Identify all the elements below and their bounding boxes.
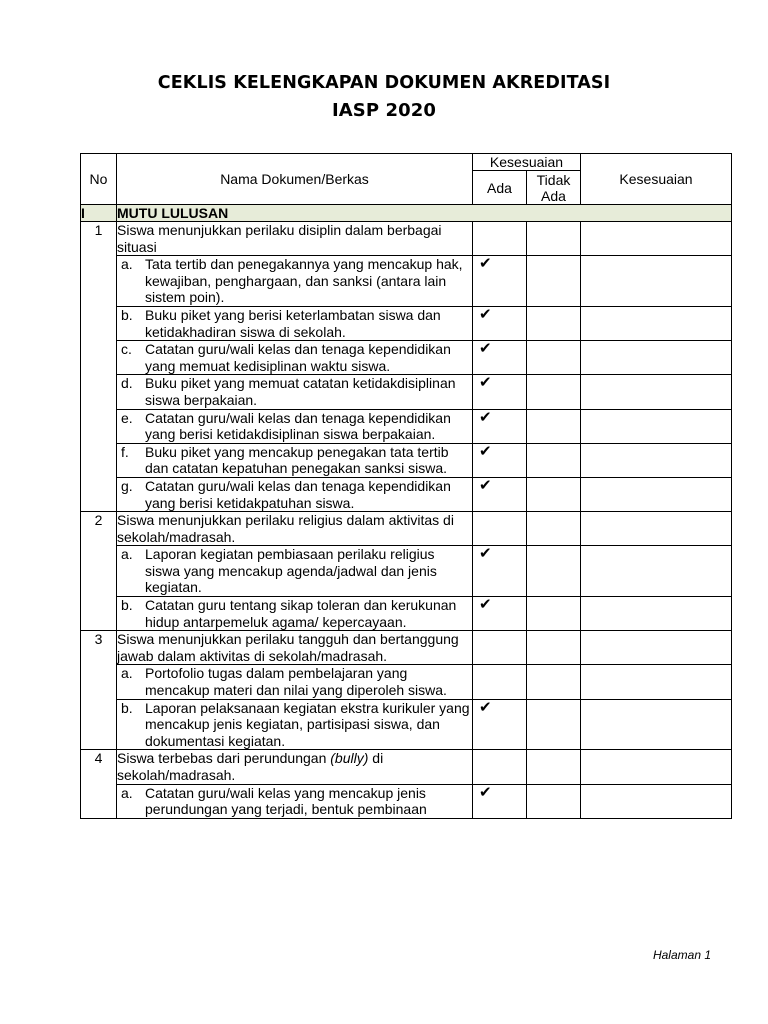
kesesuaian-cell[interactable] xyxy=(581,375,732,409)
sub-item-letter: c. xyxy=(121,341,132,358)
ada-cell[interactable] xyxy=(473,597,527,631)
header-no: No xyxy=(81,154,117,205)
checkmark-icon: ✔ xyxy=(479,442,492,460)
sub-item-wrap xyxy=(117,341,472,374)
sub-item-text: Catatan guru/wali kelas dan tenaga kependidikan yang berisi ketidakdisiplinan siswa berpakaian. xyxy=(145,409,451,443)
sub-item-row xyxy=(81,256,732,307)
kesesuaian-cell[interactable] xyxy=(581,306,732,340)
section-number: I xyxy=(81,205,117,222)
header-nama-dokumen: Nama Dokumen/Berkas xyxy=(117,154,473,205)
ada-cell[interactable] xyxy=(473,546,527,597)
tidak-ada-cell[interactable] xyxy=(527,375,581,409)
sub-item-letter: b. xyxy=(121,699,133,716)
ada-cell[interactable] xyxy=(473,409,527,443)
ada-cell[interactable] xyxy=(473,341,527,375)
tidak-ada-cell[interactable] xyxy=(527,665,581,699)
kesesuaian-cell[interactable] xyxy=(581,784,732,818)
sub-item-letter: b. xyxy=(121,597,133,614)
sub-item-description xyxy=(117,477,473,511)
kesesuaian-cell[interactable] xyxy=(581,409,732,443)
tidak-ada-cell[interactable] xyxy=(527,443,581,477)
sub-item-text: Laporan kegiatan pembiasaan perilaku religius siswa yang mencakup agenda/jadwal dan jenis kegiatan. xyxy=(145,546,437,596)
kesesuaian-cell[interactable] xyxy=(581,597,732,631)
item-description: Siswa menunjukkan perilaku disiplin dalam berbagai situasi xyxy=(117,222,473,256)
section-row xyxy=(81,205,732,222)
sub-item-description xyxy=(117,699,473,750)
kesesuaian-cell[interactable] xyxy=(581,546,732,597)
sub-item-text: Tata tertib dan penegakannya yang mencakup hak, kewajiban, penghargaan, dan sanksi (antara lain sistem poin). xyxy=(145,256,463,306)
ada-cell[interactable] xyxy=(473,256,527,307)
sub-item-row xyxy=(81,597,732,631)
sub-item-text: Catatan guru/wali kelas yang mencakup jenis perundungan yang terjadi, bentuk pembinaan xyxy=(145,784,427,818)
sub-item-row xyxy=(81,784,732,818)
checkmark-icon: ✔ xyxy=(479,545,492,563)
sub-item-wrap xyxy=(117,444,472,477)
kesesuaian-cell[interactable] xyxy=(581,222,732,256)
kesesuaian-cell[interactable] xyxy=(581,477,732,511)
item-number: 1 xyxy=(81,222,117,512)
item-text-italic: (bully) xyxy=(330,750,369,767)
sub-item-wrap xyxy=(117,700,472,750)
item-number: 4 xyxy=(81,750,117,818)
item-number: 2 xyxy=(81,512,117,631)
kesesuaian-cell[interactable] xyxy=(581,341,732,375)
tidak-ada-cell[interactable] xyxy=(527,631,581,665)
checklist-table xyxy=(80,153,732,819)
sub-item-row xyxy=(81,665,732,699)
sub-item-letter: e. xyxy=(121,409,133,426)
ada-cell[interactable] xyxy=(473,375,527,409)
kesesuaian-cell[interactable] xyxy=(581,665,732,699)
tidak-ada-cell[interactable] xyxy=(527,256,581,307)
tidak-ada-cell[interactable] xyxy=(527,512,581,546)
item-row xyxy=(81,750,732,784)
header-ada: Ada xyxy=(473,171,527,205)
sub-item-description xyxy=(117,784,473,818)
item-description: Siswa menunjukkan perilaku religius dalam aktivitas di sekolah/madrasah. xyxy=(117,512,473,546)
checkmark-icon: ✔ xyxy=(479,408,492,426)
sub-item-text: Buku piket yang memuat catatan ketidakdisiplinan siswa berpakaian. xyxy=(145,375,456,408)
item-description xyxy=(117,750,473,784)
sub-item-description xyxy=(117,375,473,409)
sub-item-row xyxy=(81,375,732,409)
item-row xyxy=(81,222,732,256)
tidak-ada-cell[interactable] xyxy=(527,784,581,818)
checkmark-icon: ✔ xyxy=(479,305,492,323)
sub-item-row xyxy=(81,477,732,511)
ada-cell[interactable] xyxy=(473,784,527,818)
ada-cell[interactable] xyxy=(473,750,527,784)
ada-cell[interactable] xyxy=(473,699,527,750)
sub-item-text: Buku piket yang berisi keterlambatan siswa dan ketidakhadiran siswa di sekolah. xyxy=(145,306,441,340)
header-kesesuaian-group: Kesesuaian xyxy=(473,154,581,171)
sub-item-text: Catatan guru/wali kelas dan tenaga kependidikan yang berisi ketidakpatuhan siswa. xyxy=(145,477,451,511)
checklist-body xyxy=(81,205,732,819)
sub-item-letter: f. xyxy=(121,443,129,460)
sub-item-text: Catatan guru/wali kelas dan tenaga kependidikan yang memuat kedisiplinan waktu siswa. xyxy=(145,341,451,374)
kesesuaian-cell[interactable] xyxy=(581,631,732,665)
sub-item-description xyxy=(117,306,473,340)
checkmark-icon: ✔ xyxy=(479,340,492,358)
sub-item-letter: g. xyxy=(121,477,133,494)
kesesuaian-cell[interactable] xyxy=(581,443,732,477)
tidak-ada-cell[interactable] xyxy=(527,477,581,511)
sub-item-row xyxy=(81,546,732,597)
sub-item-description xyxy=(117,256,473,307)
checkmark-icon: ✔ xyxy=(479,476,492,494)
sub-item-wrap xyxy=(117,375,472,408)
document-subtitle: IASP 2020 xyxy=(331,100,437,121)
kesesuaian-cell[interactable] xyxy=(581,256,732,307)
item-description: Siswa menunjukkan perilaku tangguh dan bertanggung jawab dalam aktivitas di sekolah/madrasah. xyxy=(117,631,473,665)
sub-item-description xyxy=(117,341,473,375)
ada-cell[interactable] xyxy=(473,306,527,340)
tidak-ada-cell[interactable] xyxy=(527,699,581,750)
ada-cell[interactable] xyxy=(473,512,527,546)
sub-item-letter: a. xyxy=(121,256,133,273)
sub-item-wrap xyxy=(117,410,472,443)
sub-item-description xyxy=(117,546,473,597)
sub-item-letter: a. xyxy=(121,665,133,682)
sub-item-wrap xyxy=(117,546,472,596)
checkmark-icon: ✔ xyxy=(479,596,492,614)
ada-cell[interactable] xyxy=(473,443,527,477)
ada-cell[interactable] xyxy=(473,631,527,665)
checkmark-icon: ✔ xyxy=(479,374,492,392)
tidak-ada-cell[interactable] xyxy=(527,341,581,375)
header-tidak-ada: Tidak Ada xyxy=(527,171,581,205)
sub-item-letter: d. xyxy=(121,375,133,392)
tidak-ada-cell[interactable] xyxy=(527,222,581,256)
page-number: Halaman 1 xyxy=(652,948,711,962)
tidak-ada-cell[interactable] xyxy=(527,546,581,597)
item-number: 3 xyxy=(81,631,117,750)
sub-item-row xyxy=(81,341,732,375)
item-row xyxy=(81,512,732,546)
sub-item-row xyxy=(81,443,732,477)
sub-item-description xyxy=(117,409,473,443)
sub-item-wrap xyxy=(117,307,472,340)
kesesuaian-cell[interactable] xyxy=(581,750,732,784)
sub-item-letter: a. xyxy=(121,546,133,563)
sub-item-wrap xyxy=(117,665,472,698)
sub-item-description xyxy=(117,597,473,631)
item-text-part: Siswa terbebas dari perundungan xyxy=(117,750,331,767)
section-title: MUTU LULUSAN xyxy=(117,205,732,222)
tidak-ada-cell[interactable] xyxy=(527,409,581,443)
sub-item-letter: a. xyxy=(121,784,133,801)
sub-item-text: Buku piket yang mencakup penegakan tata tertib dan catatan kepatuhan penegakan sanksi siswa. xyxy=(145,443,449,477)
document-title: CEKLIS KELENGKAPAN DOKUMEN AKREDITASI xyxy=(157,73,611,93)
header-kesesuaian: Kesesuaian xyxy=(581,154,732,205)
sub-item-row xyxy=(81,409,732,443)
sub-item-text: Laporan pelaksanaan kegiatan ekstra kurikuler yang mencakup jenis kegiatan, partisipasi siswa, dan dokumentasi kegiatan. xyxy=(145,699,470,749)
sub-item-row xyxy=(81,306,732,340)
checkmark-icon: ✔ xyxy=(479,255,492,273)
sub-item-description xyxy=(117,443,473,477)
sub-item-wrap xyxy=(117,597,472,630)
tidak-ada-cell[interactable] xyxy=(527,597,581,631)
kesesuaian-cell[interactable] xyxy=(581,512,732,546)
sub-item-text: Catatan guru tentang sikap toleran dan kerukunan hidup antarpemeluk agama/ kepercayaan. xyxy=(145,597,457,630)
sub-item-description xyxy=(117,665,473,699)
checkmark-icon: ✔ xyxy=(479,698,492,716)
kesesuaian-cell[interactable] xyxy=(581,699,732,750)
sub-item-letter: b. xyxy=(121,306,133,323)
item-text-part: di sekolah/madrasah. xyxy=(117,750,384,783)
ada-cell[interactable] xyxy=(473,665,527,699)
ada-cell[interactable] xyxy=(473,477,527,511)
sub-item-row xyxy=(81,699,732,750)
sub-item-wrap xyxy=(117,478,472,511)
sub-item-wrap xyxy=(117,256,472,306)
sub-item-wrap xyxy=(117,785,472,818)
item-row xyxy=(81,631,732,665)
tidak-ada-cell[interactable] xyxy=(527,306,581,340)
ada-cell[interactable] xyxy=(473,222,527,256)
tidak-ada-cell[interactable] xyxy=(527,750,581,784)
checkmark-icon: ✔ xyxy=(479,783,492,801)
sub-item-text: Portofolio tugas dalam pembelajaran yang mencakup materi dan nilai yang diperoleh siswa. xyxy=(145,665,447,699)
